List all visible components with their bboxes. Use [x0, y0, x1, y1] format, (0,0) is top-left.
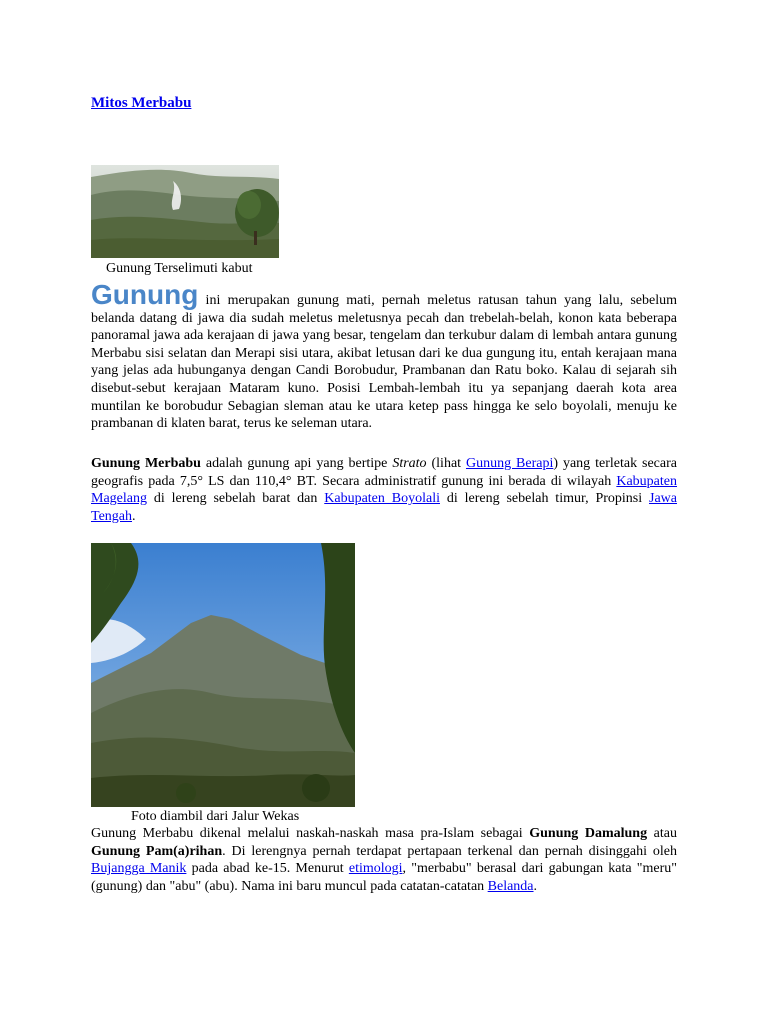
bold-text: Gunung Pam(a)rihan: [91, 843, 223, 859]
text: di lereng sebelah timur, Propinsi: [439, 491, 649, 507]
link-kabupaten-magelang[interactable]: Kabupaten Magelang: [91, 473, 677, 507]
italic-text: Strato: [392, 456, 427, 471]
drop-word: Gunung: [91, 279, 199, 310]
text: adalah gunung api yang bertipe: [200, 456, 393, 471]
link-etimologi[interactable]: etimologi: [348, 861, 403, 877]
image-caption-2: Foto diambil dari Jalur Wekas: [131, 809, 300, 824]
title-link[interactable]: Mitos Merbabu: [91, 95, 192, 111]
text: . Di lerengnya pernah terdapat pertapaan terkenal dan pernah disinggahi oleh: [222, 843, 677, 859]
text: (lihat: [426, 456, 466, 471]
text: ) yang terletak secara geografis pada 7,5° LS dan 110,4° BT. Secara administratif gunung ini berada di wilayah: [91, 456, 677, 489]
misty-mountain-photo: [91, 165, 279, 258]
bold-text: Gunung Damalung: [529, 826, 648, 841]
link-bujangga-manik[interactable]: Bujangga Manik: [91, 861, 187, 877]
text: atau: [647, 826, 677, 841]
paragraph-history: [91, 825, 677, 895]
text: , "merbabu" berasal dari gabungan kata "meru" (gunung) dan "abu" (abu). Nama ini baru muncul pada catatan-catatan: [91, 861, 677, 894]
link-gunung-berapi[interactable]: Gunung Berapi: [465, 456, 554, 471]
text: .: [533, 878, 538, 894]
link-jawa-tengah[interactable]: Jawa Tengah: [91, 491, 677, 524]
image-caption-1: Gunung Terselimuti kabut: [106, 261, 253, 276]
link-kabupaten-boyolali[interactable]: Kabupaten Boyolali: [324, 491, 440, 507]
paragraph-merbabu: [91, 455, 677, 525]
bold-text: Gunung Merbabu: [91, 456, 201, 471]
text: pada abad ke-15. Menurut: [186, 861, 349, 877]
paragraph-intro-text: ini merupakan gunung mati, pernah meletus ratusan tahun yang lalu, sebelum belanda datang di jawa dia sudah meletus meletusnya pecah dan trebelah-belah, konon kata beberapa panoramal jawa ada kerajaan di jawa yang besar, tengelam dan terkubur dalam di lembah antara gunung Merbabu sisi selatan dan Merapi sisi utara, akibat letusan dari ke dua gungung itu, entah kerajaan mana yang jelas ada hubunganya dengan Candi Borobudur, Prambanan dan Ratu boko. Kalau di sejarah sih disebut-sebut kerajaan Mataram kuno. Posisi Lembah-lembah itu ya sepanjang daerah kota area muntilan ke borobudur Sebagian sleman atau ke utara ketep pass hingga ke selo boyolali, menuju ke prambanan di klaten barat, terus ke seleman utara.: [91, 293, 677, 432]
text: .: [132, 508, 136, 524]
text: Gunung Merbabu dikenal melalui naskah-naskah masa pra-Islam sebagai: [91, 826, 530, 841]
link-belanda[interactable]: Belanda: [487, 878, 534, 894]
text: di lereng sebelah barat dan: [146, 491, 325, 507]
mountain-peak-photo: [91, 543, 355, 807]
paragraph-intro: [91, 281, 677, 433]
